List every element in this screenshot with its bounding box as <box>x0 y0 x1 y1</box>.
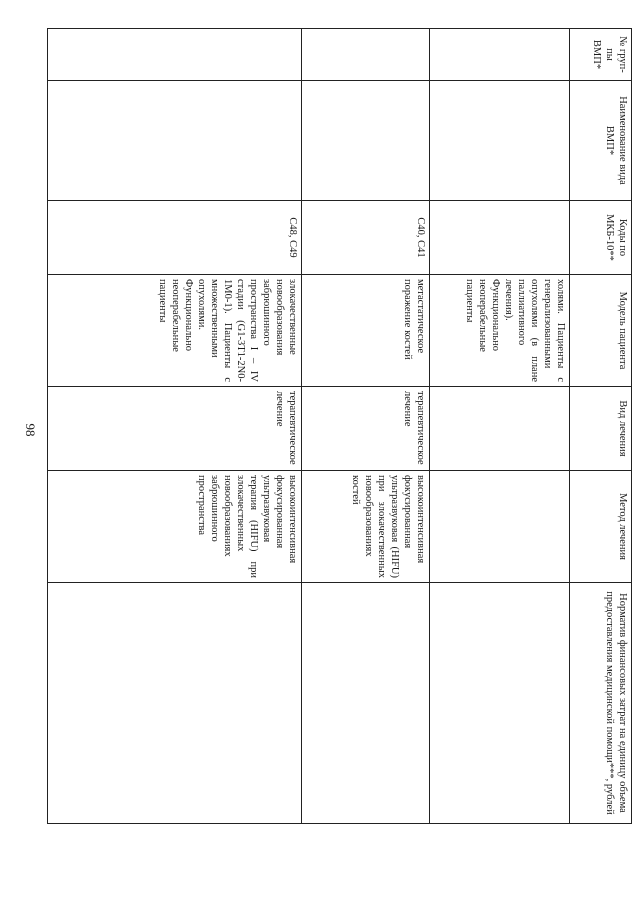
cell-norm <box>48 583 302 824</box>
rotated-table-container <box>48 28 632 823</box>
table-row <box>302 29 430 824</box>
header-treatment-type: Вид лечения <box>570 387 632 471</box>
cell-name <box>430 81 570 201</box>
header-method: Метод лечения <box>570 471 632 583</box>
table-frame <box>48 28 632 823</box>
header-group: № груп-пы ВМП* <box>570 29 632 81</box>
cell-codes: C40, C41 <box>302 201 430 275</box>
table-header-row <box>570 29 632 824</box>
table-row <box>430 29 570 824</box>
cell-group <box>48 29 302 81</box>
cell-name <box>48 81 302 201</box>
header-patient-model: Модель пациента <box>570 275 632 387</box>
cell-patient-model: метастатическое поражение костей <box>302 275 430 387</box>
table-row <box>48 29 302 824</box>
cell-method: высокоинтенсивная фокусированная ультразвуковая терапия (HIFU) при злокачественных новообразованиях забрюшинного пространства <box>48 471 302 583</box>
cell-treatment-type <box>430 387 570 471</box>
cell-norm <box>302 583 430 824</box>
cell-codes <box>430 201 570 275</box>
header-vmp-name: Наименование вида ВМП* <box>570 81 632 201</box>
header-icd-codes: Коды по МКБ-10** <box>570 201 632 275</box>
cell-norm <box>430 583 570 824</box>
cell-method: высокоинтенсивная фокусированная ультразвуковая (HIFU) при злокачественных новообразованиях костей <box>302 471 430 583</box>
header-norm: Норматив финансовых затрат на единицу объема предоставления медицинской помощи***, рублей <box>570 583 632 824</box>
page-number: 98 <box>23 423 38 437</box>
cell-method <box>430 471 570 583</box>
cell-patient-model: злокачественные новообразования забрюшинного пространства I – IV стадии (G1-3T1-2N0-1M0-1). Пациенты с множественными опухолями. Функционально неоперабельные пациенты <box>48 275 302 387</box>
cell-patient-model: холями. Пациенты с генерализованными опухолями (в плане паллиативного лечения). Функционально неоперабельные пациенты <box>430 275 570 387</box>
cell-name <box>302 81 430 201</box>
vmp-table <box>47 28 632 824</box>
cell-group <box>430 29 570 81</box>
cell-treatment-type: терапевтическое лечение <box>302 387 430 471</box>
cell-codes: C48, C49 <box>48 201 302 275</box>
cell-treatment-type: терапевтическое лечение <box>48 387 302 471</box>
cell-group <box>302 29 430 81</box>
